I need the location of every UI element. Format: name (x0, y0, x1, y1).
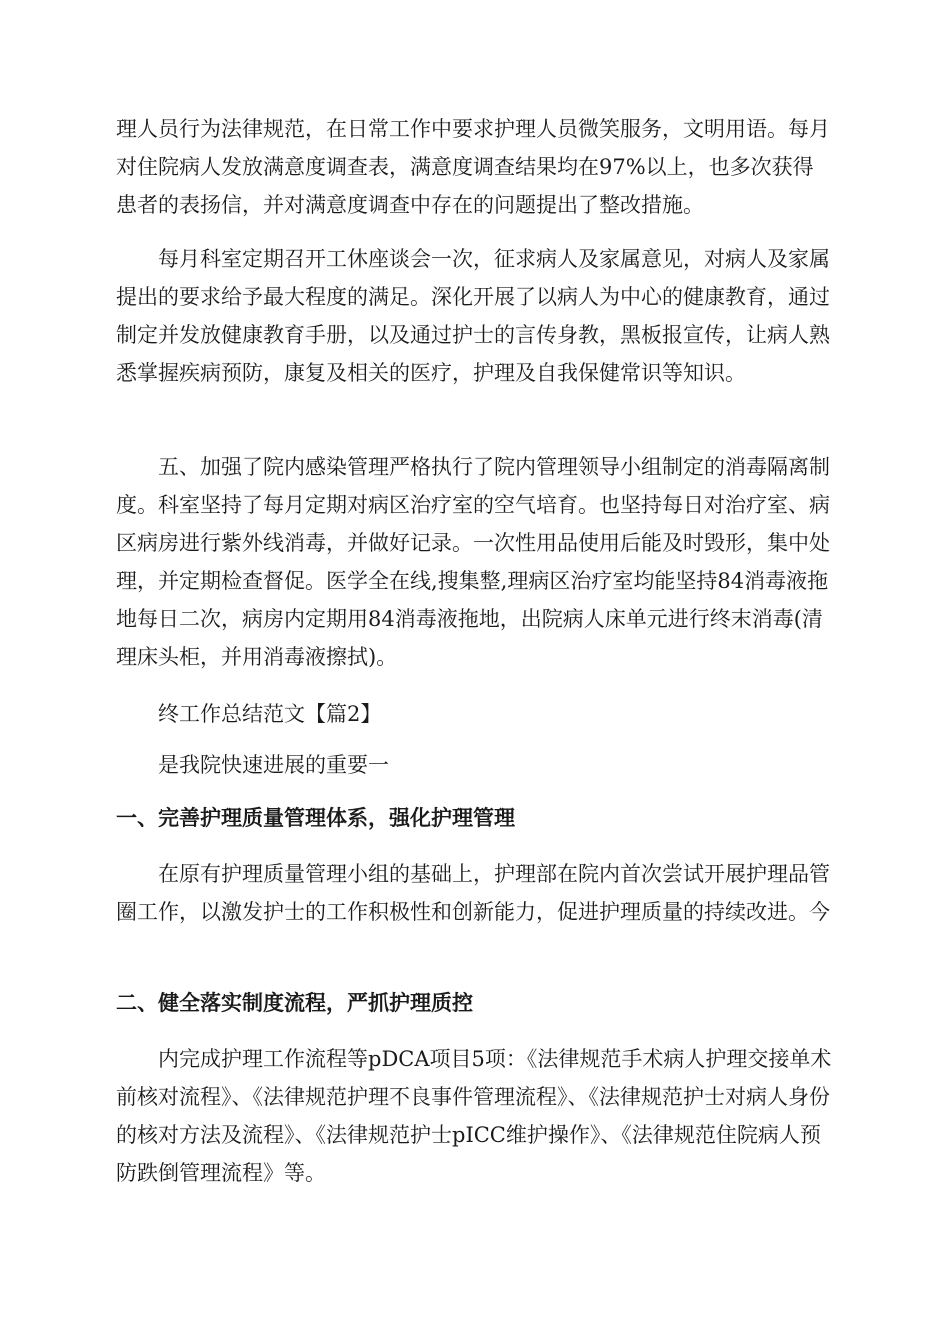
paragraph-family-meeting: 每月科室定期召开工休座谈会一次，征求病人及家属意见，对病人及家属提出的要求给予最大程度的满足。深化开展了以病人为中心的健康教育，通过制定并发放健康教育手册，以及通过护士的言传身教，黑板报宣传，让病人熟悉掌握疾病预防，康复及相关的医疗，护理及自我保健常识等知识。 (116, 247, 830, 385)
heading-quality-system: 一、完善护理质量管理体系，强化护理管理 (116, 806, 515, 830)
paragraph-pdca-projects: 内完成护理工作流程等pDCA项目5项：《法律规范手术病人护理交接单术前核对流程》、《法律规范护理不良事件管理流程》、《法律规范护士对病人身份的核对方法及流程》、《法律规范护士pICC维护操作》、《法律规范住院病人预防跌倒管理流程》等。 (116, 1047, 832, 1185)
paragraph-infection-control: 五、加强了院内感染管理严格执行了院内管理领导小组制定的消毒隔离制度。科室坚持了每月定期对病区治疗室的空气培育。也坚持每日对治疗室、病区病房进行紫外线消毒，并做好记录。一次性用品使用后能及时毁形，集中处理，并定期检查督促。医学全在线,搜集整,理病区治疗室均能坚持84消毒液拖地每日二次，病房内定期用84消毒液拖地，出院病人床单元进行终末消毒(清理床头柜，并用消毒液擦拭)。 (116, 455, 830, 669)
paragraph-patient-satisfaction: 理人员行为法律规范，在日常工作中要求护理人员微笑服务，文明用语。每月对住院病人发放满意度调查表，满意度调查结果均在97%以上，也多次获得患者的表扬信，并对满意度调查中存在的问题提出了整改措施。 (116, 117, 830, 217)
section-subtitle: 终工作总结范文【篇2】 (158, 702, 382, 726)
heading-process-control: 二、健全落实制度流程，严抓护理质控 (116, 991, 473, 1015)
paragraph-quality-circle: 在原有护理质量管理小组的基础上，护理部在院内首次尝试开展护理品管圈工作，以激发护士的工作积极性和创新能力，促进护理质量的持续改进。今 (116, 862, 830, 924)
intro-line: 是我院快速进展的重要一 (158, 753, 389, 777)
